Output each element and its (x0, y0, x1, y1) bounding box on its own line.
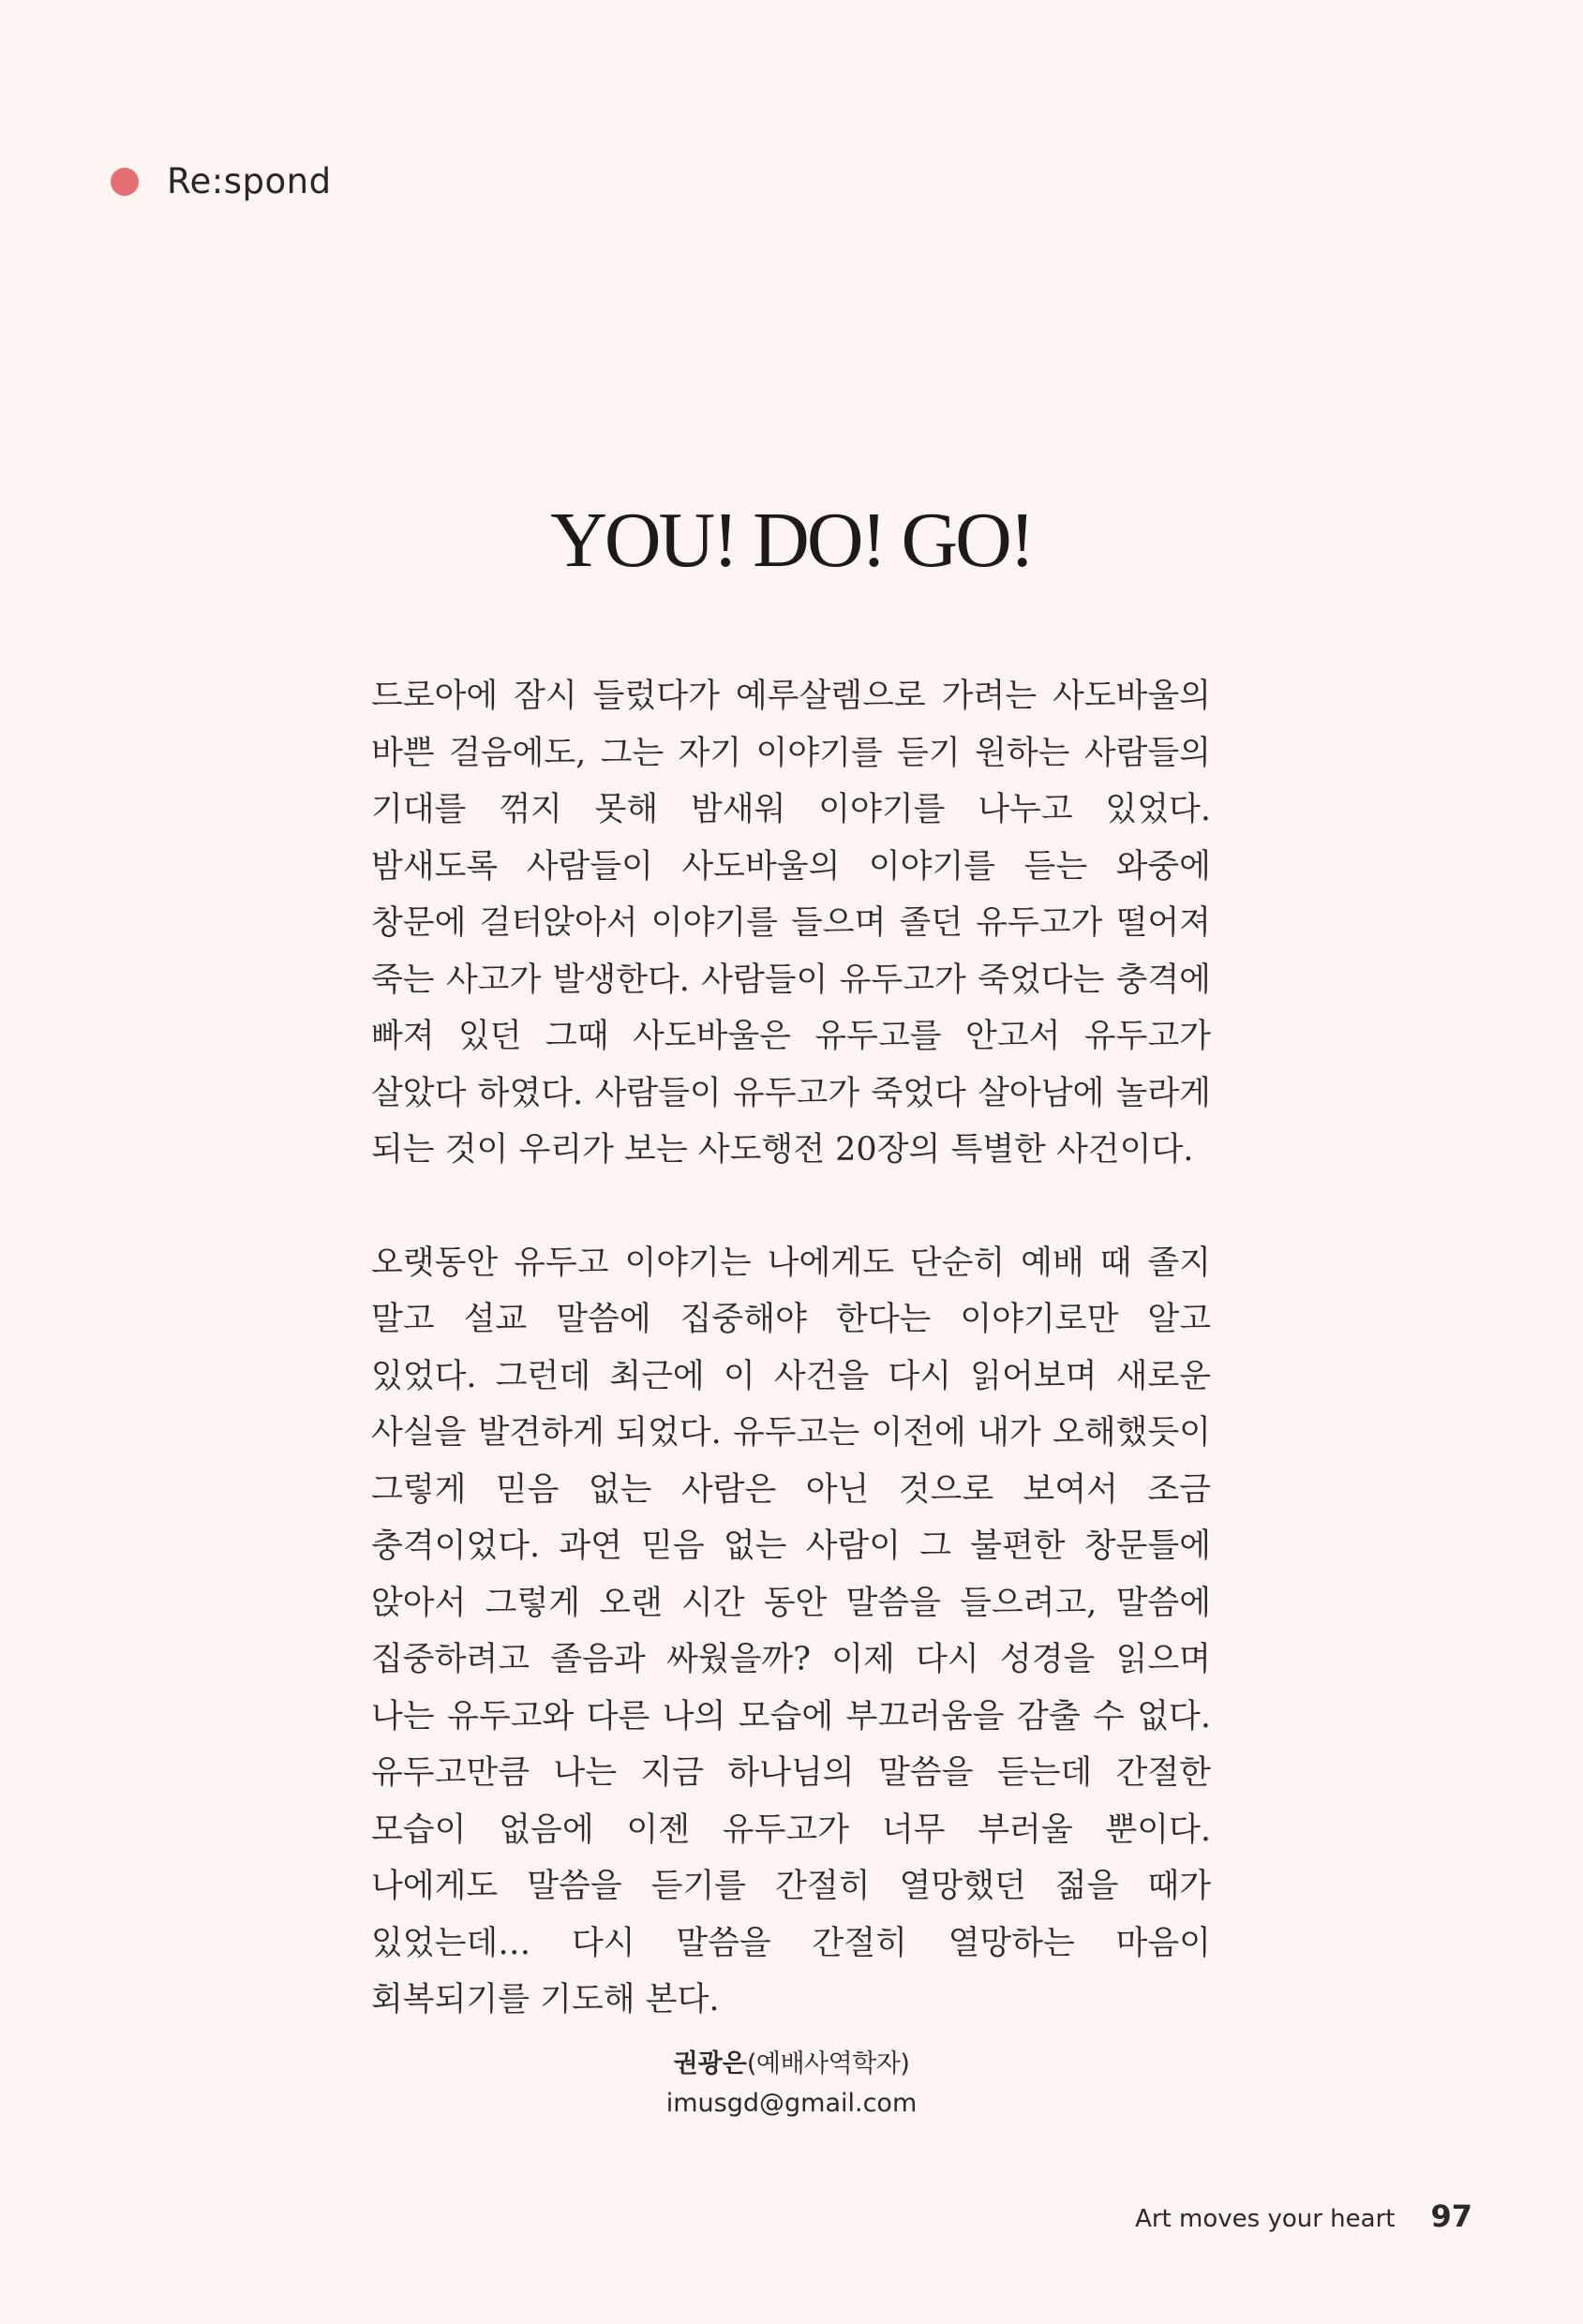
section-header (111, 161, 332, 201)
article-paragraph: 드로아에 잠시 들렀다가 예루살렘으로 가려는 사도바울의 바쁜 걸음에도, 그는 자기 이야기를 듣기 원하는 사람들의 기대를 꺾지 못해 밤새워 이야기를 나누고 있었다. 밤새도록 사람들이 사도바울의 이야기를 듣는 와중에 창문에 걸터앉아서 이야기를 들으며 졸던 유두고가 떨어져 죽는 사고가 발생한다. 사람들이 유두고가 죽었다는 충격에 빠져 있던 그때 사도바울은 유두고를 안고서 유두고가 살았다 하였다. 사람들이 유두고가 죽었다 살아남에 놀라게 되는 것이 우리가 보는 사도행전 20장의 특별한 사건이다. (371, 678, 1211, 1169)
article-title: YOU! DO! GO! (550, 497, 1033, 584)
author-line (0, 2045, 1583, 2084)
article-paragraph: 오랫동안 유두고 이야기는 나에게도 단순히 예배 때 졸지 말고 설교 말씀에 집중해야 한다는 이야기로만 알고 있었다. 그런데 최근에 이 사건을 다시 읽어보며 새로운 사실을 발견하게 되었다. 유두고는 이전에 내가 오해했듯이 그렇게 믿음 없는 사람은 아닌 것으로 보여서 조금 충격이었다. 과연 믿음 없는 사람이 그 불편한 창문틀에 앉아서 그렇게 오랜 시간 동안 말씀을 들으려고, 말씀에 집중하려고 졸음과 싸웠을까? 이제 다시 성경을 읽으며 나는 유두고와 다른 나의 모습에 부끄러움을 감출 수 없다. 유두고만큼 나는 지금 하나님의 말씀을 듣는데 간절한 모습이 없음에 이젠 유두고가 너무 부러울 뿐이다. 나에게도 말씀을 듣기를 간절히 열망했던 젊을 때가 있었는데… 다시 말씀을 간절히 열망하는 마음이 회복되기를 기도해 본다. (371, 1244, 1211, 2019)
section-label: Re:spond (167, 161, 332, 201)
section-dot-icon (111, 168, 139, 196)
author-name: 권광은 (673, 2049, 747, 2078)
page-number: 97 (1430, 2198, 1472, 2234)
footer-tagline: Art moves your heart (1135, 2205, 1396, 2233)
author-credit (0, 2045, 1583, 2123)
page-footer (1135, 2198, 1472, 2234)
author-role: (예배사역학자) (746, 2049, 910, 2078)
author-email: imusgd@gmail.com (665, 2089, 918, 2118)
article-body (371, 668, 1211, 2029)
